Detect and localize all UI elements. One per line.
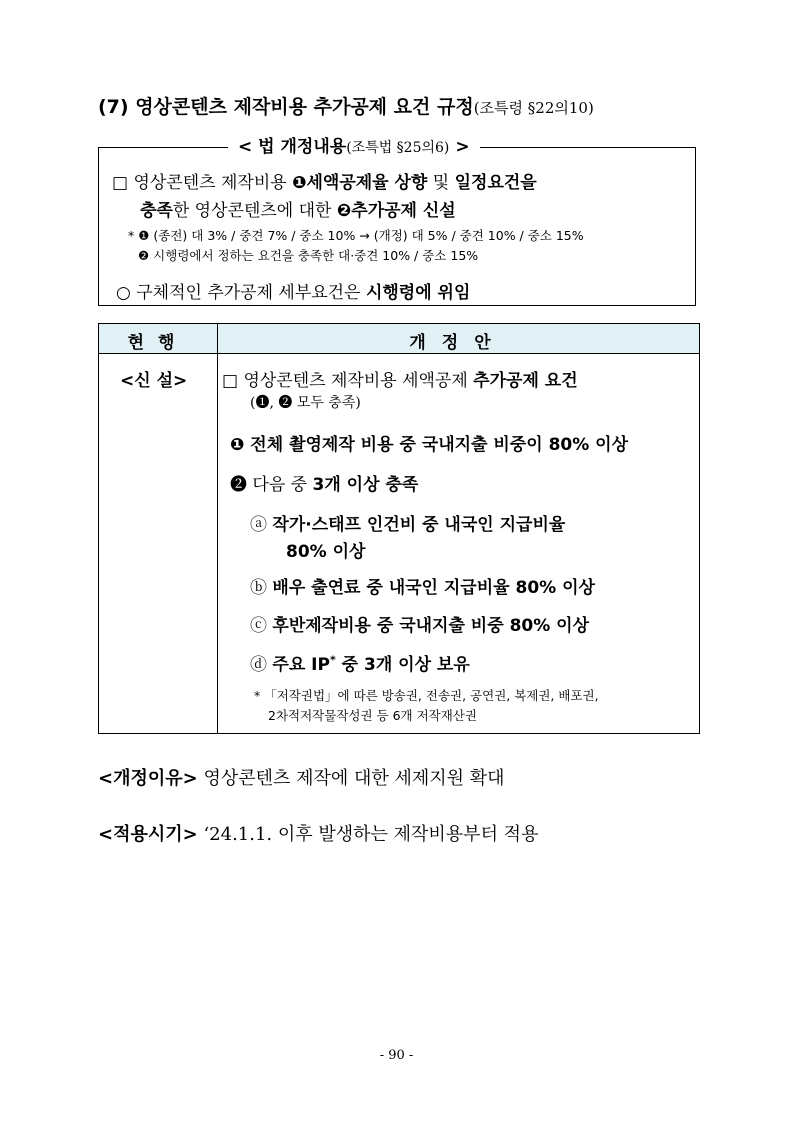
- subcondition-b: ⓑ 배우 출연료 중 내국인 지급비율 80% 이상: [250, 578, 595, 598]
- law-box-line-1: □ 영상콘텐츠 제작비용 ❶세액공제율 상향 및 일정요건을: [112, 173, 537, 193]
- page-number: - 90 -: [379, 1048, 414, 1063]
- subcondition-a: ⓐ 작가·스태프 인건비 중 내국인 지급비율: [250, 515, 566, 535]
- footnote-line-1: * 「저작권법」에 따른 방송권, 전송권, 공연권, 복제권, 배포권,: [254, 688, 599, 703]
- current-cell-new: <신 설>: [120, 371, 188, 391]
- header-current: 현행: [127, 333, 189, 353]
- condition-1: ❶ 전체 촬영제작 비용 중 국내지출 비중이 80% 이상: [230, 435, 629, 455]
- amendment-reason: <개정이유> 영상콘텐츠 제작에 대한 세제지원 확대: [98, 768, 505, 789]
- law-box-heading: < 법 개정내용(조특법 §25의6) >: [228, 132, 480, 157]
- applicable-period: <적용시기> ‘24.1.1. 이후 발생하는 제작비용부터 적용: [98, 824, 539, 845]
- law-box-line-2: 충족한 영상콘텐츠에 대한 ❷추가공제 신설: [140, 201, 456, 221]
- law-box-line-3: ○ 구체적인 추가공제 세부요건은 시행령에 위임: [116, 283, 471, 303]
- condition-2: ❷ 다음 중 3개 이상 충족: [230, 475, 419, 495]
- subcondition-a-cont: 80% 이상: [286, 542, 366, 562]
- subcondition-c: ⓒ 후반제작비용 중 국내지출 비중 80% 이상: [250, 616, 590, 636]
- law-box-note-2: ❷ 시행령에서 정하는 요건을 충족한 대·중견 10% / 중소 15%: [138, 248, 479, 263]
- column-divider: [217, 324, 218, 733]
- header-amendment: 개정안: [409, 333, 507, 353]
- amend-item-1-sub: (❶, ❷ 모두 충족): [250, 395, 361, 411]
- law-box-note-1: * ❶ (종전) 대 3% / 중견 7% / 중소 10% → (개정) 대 5% / 중견 10% / 중소 15%: [128, 228, 584, 243]
- section-title: [98, 92, 594, 119]
- amend-item-1: □ 영상콘텐츠 제작비용 세액공제 추가공제 요건: [222, 371, 578, 391]
- subcondition-d: ⓓ 주요 IP* 중 3개 이상 보유: [250, 653, 470, 675]
- footnote-line-2: 2차적저작물작성권 등 6개 저작재산권: [268, 708, 477, 723]
- comparison-header-row: [99, 324, 699, 354]
- section-title-ref: (조특령 §22의10): [473, 99, 594, 117]
- section-title-main: (7) 영상콘텐츠 제작비용 추가공제 요건 규정: [98, 96, 474, 118]
